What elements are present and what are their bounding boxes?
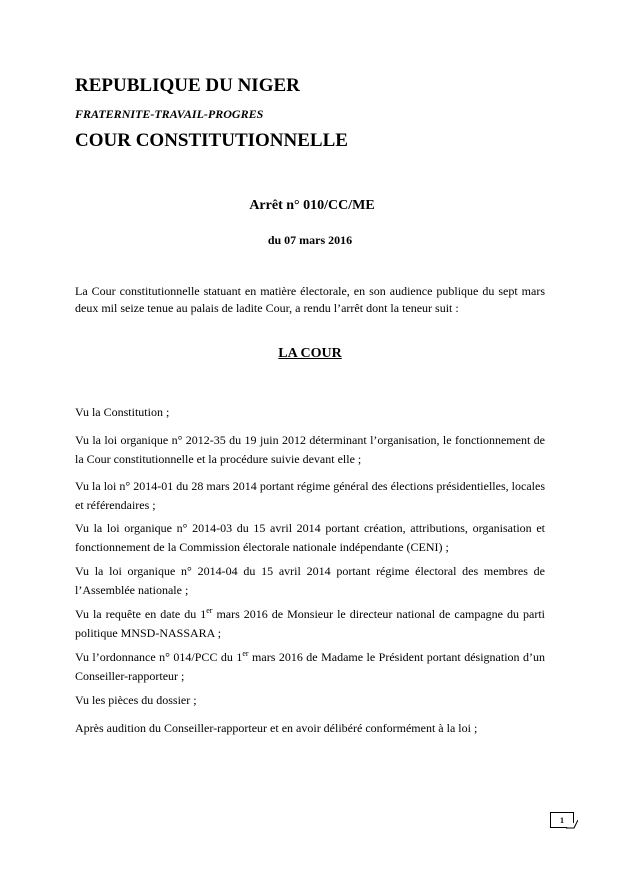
decision-number bbox=[0, 198, 620, 214]
consideration-request: Vu la requête en date du 1er mars 2016 de Monsieur le directeur national de campagne du parti politique MNSD-NASSARA ; bbox=[75, 606, 545, 640]
decision-date: du 07 mars 2016 bbox=[267, 233, 353, 247]
consideration-case-documents: Vu les pièces du dossier ; bbox=[75, 693, 197, 707]
section-title: LA COUR bbox=[278, 346, 342, 361]
consideration-ordinance: Vu l’ordonnance n° 014/PCC du 1er mars 2016 de Madame le Président portant désignation d’un Conseiller-rapporteur ; bbox=[75, 649, 545, 683]
consideration-deliberation: Après audition du Conseiller-rapporteur et en avoir délibéré conformément à la loi ; bbox=[75, 721, 478, 735]
page-curl-icon bbox=[566, 820, 578, 832]
decision-number-text: Arrêt n° 010/CC/ME bbox=[249, 198, 375, 213]
court-heading: COUR CONSTITUTIONNELLE bbox=[75, 130, 348, 151]
consideration-organic-law-2012-35: Vu la loi organique n° 2012-35 du 19 juin 2012 déterminant l’organisation, le fonctionnement de la Cour constitutionnelle et la procédure suivie devant elle ; bbox=[75, 433, 545, 466]
republic-heading: REPUBLIQUE DU NIGER bbox=[75, 75, 300, 96]
consideration-organic-law-2014-04: Vu la loi organique n° 2014-04 du 15 avril 2014 portant régime électoral des membres de l’Assemblée nationale ; bbox=[75, 564, 545, 597]
consideration-law-2014-01: Vu la loi n° 2014-01 du 28 mars 2014 portant régime général des élections présidentielles, locales et référendaires ; bbox=[75, 479, 545, 512]
intro-paragraph: La Cour constitutionnelle statuant en matière électorale, en son audience publique du sept mars deux mil seize tenue au palais de ladite Cour, a rendu l’arrêt dont la teneur suit : bbox=[75, 284, 545, 315]
national-motto: FRATERNITE-TRAVAIL-PROGRES bbox=[75, 107, 264, 121]
page-number: 1 bbox=[550, 812, 574, 828]
consideration-constitution: Vu la Constitution ; bbox=[75, 405, 170, 419]
consideration-organic-law-2014-03: Vu la loi organique n° 2014-03 du 15 avril 2014 portant création, attributions, organisation et fonctionnement de la Commission électorale nationale indépendante (CENI) ; bbox=[75, 521, 545, 554]
